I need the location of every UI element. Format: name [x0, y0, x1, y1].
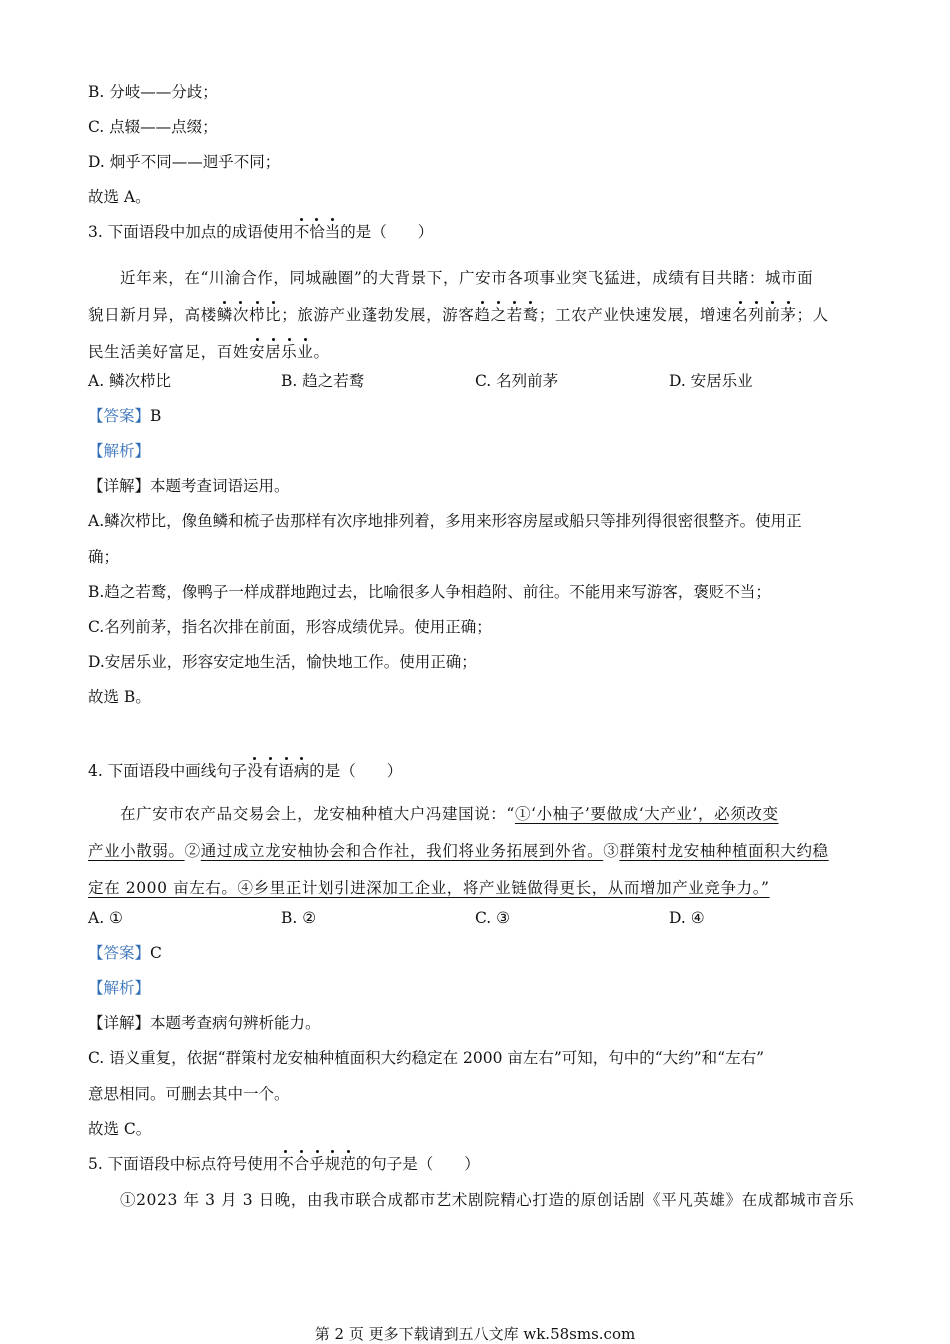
emphasis-dot-char: 安: [249, 343, 266, 361]
emphasis-dot-char: 居: [265, 343, 282, 361]
emphasis-dot-char: 鳞: [216, 306, 233, 324]
q4-option-a: A. ①: [88, 909, 123, 927]
passage-text: 在广安市农产品交易会上，龙安柚种植大户冯建国说：“: [120, 805, 515, 823]
q4-answer: [88, 943, 162, 963]
emphasis-dot-char: 恰: [309, 223, 325, 241]
passage-text: ；工农产业快速发展，增速: [538, 306, 733, 324]
q4-detail: 【详解】本题考查病句辨析能力。: [88, 1014, 321, 1032]
q3-choice: 故选 B。: [88, 688, 151, 706]
q3-detail: 【详解】本题考查词语运用。: [88, 477, 290, 495]
q4-stem: [88, 761, 402, 781]
emphasis-dot-char: 业: [297, 343, 314, 361]
q3-stem-text: 3. 下面语段中加点的成语使用: [88, 223, 294, 241]
q4-choice: 故选 C。: [88, 1120, 152, 1138]
q4-explain-cont: 意思相同。可删去其中一个。: [88, 1085, 290, 1103]
q3-explain-b: B.趋之若鹜，像鸭子一样成群地跑过去，比喻很多人争相趋附、前往。不能用来写游客，褒贬不当；: [88, 583, 771, 601]
emphasis-dot-char: 合: [293, 1155, 310, 1173]
sentence-number: ②: [184, 842, 201, 860]
q4-passage-line: [88, 796, 858, 833]
q4-analysis-tag: 【解析】: [88, 979, 151, 997]
q4-passage-line: [88, 870, 858, 907]
passage-text: 貌日新月异，高楼: [88, 306, 217, 324]
underlined-sentence-3-4: 定在 2000 亩左右。④乡里正计划引进深加工企业，将产业链做得更长，从而增加产业竞争力。”: [88, 879, 770, 897]
q3-explain-d: D.安居乐业，形容安定地生活，愉快地工作。使用正确；: [88, 653, 477, 671]
passage-text: ；人: [796, 306, 829, 324]
q4-option-b: B. ②: [281, 909, 317, 927]
q3-stem: [88, 222, 433, 242]
q5-stem-tail: 的句子是（ ）: [355, 1155, 480, 1173]
passage-text: 民生活美好富足，百姓: [88, 343, 250, 361]
q4-option-c: C. ③: [475, 909, 511, 927]
q3-option-d: D. 安居乐业: [669, 372, 753, 390]
q3-passage-line: 近年来，在“川渝合作，同城融圈”的大背景下，广安市各项事业突飞猛进，成绩有目共睹：城市面: [120, 269, 814, 287]
q3-answer: [88, 406, 161, 426]
emphasis-dot-char: 规: [324, 1155, 341, 1173]
emphasis-dot-char: 鹜: [522, 306, 539, 324]
emphasis-dot-char: 病: [293, 762, 310, 780]
q2-option-d-correction: D. 炯乎不同——迥乎不同；: [88, 153, 281, 171]
q4-passage: [88, 796, 858, 907]
passage-text: 。: [313, 343, 330, 361]
q2-option-b-correction: B. 分岐——分歧；: [88, 83, 218, 101]
underlined-sentence-3: 群策村龙安柚种植面积大约稳: [619, 842, 829, 860]
q5-stem-text: 5. 下面语段中标点符号使用: [88, 1155, 279, 1173]
emphasis-dot-char: 若: [506, 306, 523, 324]
emphasis-dot-char: 没: [247, 762, 263, 780]
q3-explain-c: C.名列前茅，指名次排在前面，形容成绩优异。使用正确；: [88, 618, 492, 636]
emphasis-dot-char: 乎: [309, 1155, 325, 1173]
emphasis-dot-char: 之: [490, 306, 507, 324]
q5-stem: [88, 1154, 480, 1174]
sentence-number: ③: [603, 842, 620, 860]
q3-option-c: C. 名列前茅: [475, 372, 559, 390]
q3-option-a: A. 鳞次栉比: [88, 372, 172, 390]
emphasis-dot-char: 趋: [474, 306, 491, 324]
underlined-sentence-1: ①‘小柚子’要做成‘大产业’，必须改变: [514, 805, 779, 823]
q3-stem-tail: 的是（ ）: [340, 223, 434, 241]
emphasis-dot-char: 不: [293, 223, 310, 241]
passage-text: ；旅游产业蓬勃发展，游客: [281, 306, 475, 324]
q3-passage-line: [88, 297, 858, 334]
q4-stem-tail: 的是（ ）: [309, 762, 403, 780]
answer-value: C: [150, 944, 162, 962]
q4-option-d: D. ④: [669, 909, 705, 927]
q3-explain-a-cont: 确；: [88, 548, 120, 566]
q5-passage: [88, 1190, 858, 1210]
q3-explain-a: A.鳞次栉比，像鱼鳞和梳子齿那样有次序地排列着，多用来形容房屋或船只等排列得很密很整齐。使用正: [88, 512, 802, 530]
emphasis-dot-char: 当: [324, 223, 341, 241]
q5-passage-line: ①2023 年 3 月 3 日晚，由我市联合成都市艺术剧院精心打造的原创话剧《平凡英雄》在成都城市音乐: [120, 1191, 855, 1209]
q4-explain: C. 语义重复，依据“群策村龙安柚种植面积大约稳定在 2000 亩左右”可知，句中的“大约”和“左右”: [88, 1049, 765, 1067]
answer-tag: 【答案】: [88, 944, 151, 962]
answer-value: B: [150, 407, 162, 425]
emphasis-dot-char: 栉: [249, 306, 266, 324]
answer-tag: 【答案】: [88, 407, 151, 425]
emphasis-dot-char: 列: [748, 306, 765, 324]
emphasis-dot-char: 乐: [281, 343, 298, 361]
q2-choice: 故选 A。: [88, 188, 151, 206]
underlined-sentence-2: 通过成立龙安柚协会和合作社，我们将业务拓展到外省。: [200, 842, 604, 860]
q4-passage-line: [88, 833, 858, 870]
emphasis-dot-char: 前: [764, 306, 781, 324]
emphasis-dot-char: 名: [732, 306, 749, 324]
q4-stem-text: 4. 下面语段中画线句子: [88, 762, 248, 780]
q3-passage-line: [88, 334, 858, 371]
emphasis-dot-char: 语: [278, 762, 294, 780]
underlined-sentence-1-cont: 产业小散弱。: [88, 842, 185, 860]
q3-analysis-tag: 【解析】: [88, 442, 151, 460]
q2-option-c-correction: C. 点辍——点缀；: [88, 118, 218, 136]
emphasis-dot-char: 不: [278, 1155, 294, 1173]
emphasis-dot-char: 范: [340, 1155, 356, 1173]
emphasis-dot-char: 次: [232, 306, 250, 324]
emphasis-dot-char: 有: [262, 762, 279, 780]
q3-passage: [88, 260, 858, 371]
emphasis-dot-char: 比: [265, 306, 282, 324]
q3-option-b: B. 趋之若鹜: [281, 372, 365, 390]
page-footer: 第 2 页 更多下载请到五八文库 wk.58sms.com: [314, 1325, 636, 1343]
emphasis-dot-char: 茅: [780, 306, 797, 324]
